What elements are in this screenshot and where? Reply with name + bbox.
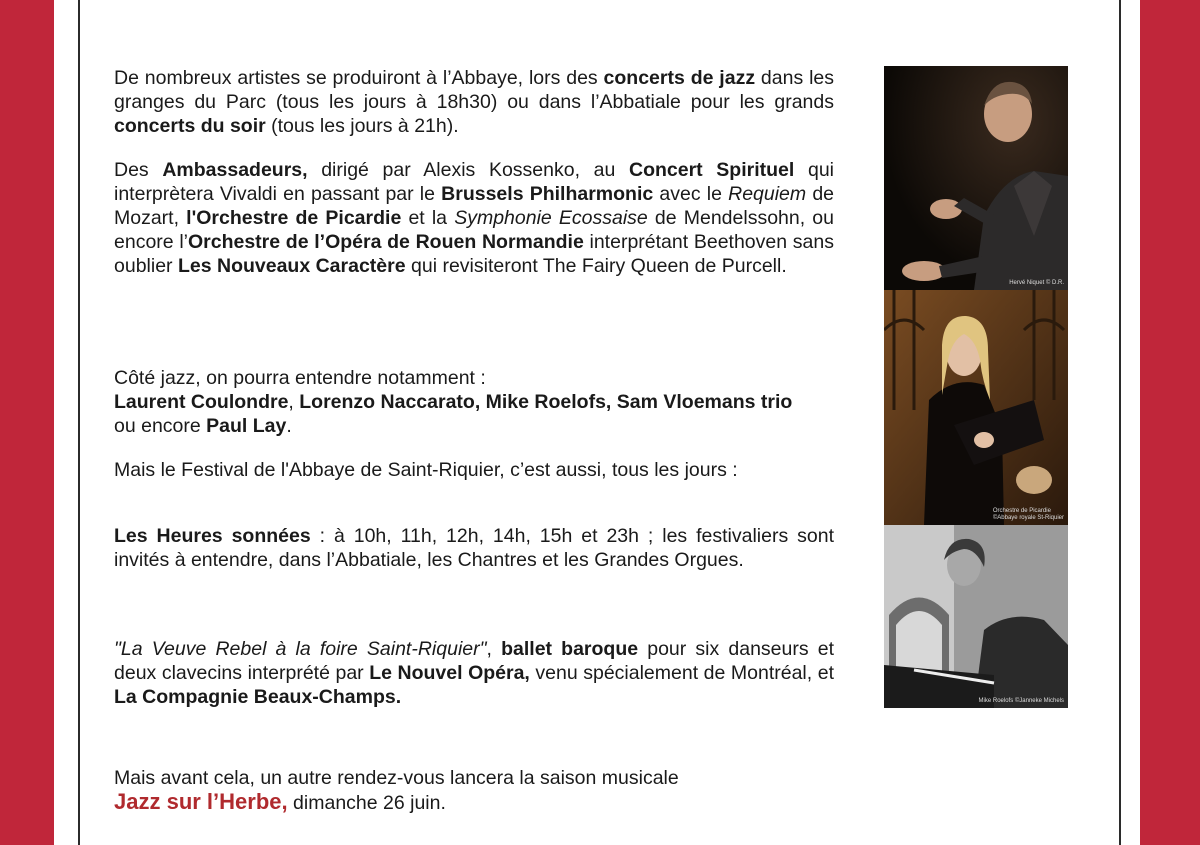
text: qui revisiteront The Fairy Queen de Purcell.: [405, 255, 787, 277]
photo-singer: [884, 290, 1068, 525]
conductor-illustration: [884, 66, 1068, 290]
caption-line-2: ©Abbaye royale St-Riquier: [992, 515, 1064, 521]
bold-opera-rouen: Orchestre de l’Opéra de Rouen Normandie: [187, 231, 584, 253]
italic-requiem: Requiem: [728, 183, 807, 205]
jazz-sur-herbe-title: Jazz sur l’Herbe,: [114, 789, 288, 814]
bold-orchestre-picardie: l'Orchestre de Picardie: [186, 207, 402, 229]
photo-conductor: [884, 66, 1068, 290]
paragraph-concerts: [114, 66, 834, 138]
italic-title: "La Veuve Rebel à la foire Saint-Riquier": [114, 638, 487, 660]
closing-event: [114, 790, 834, 815]
text: de Mendelssohn, ou encore l’: [114, 207, 834, 253]
bold-compagnie-beaux-champs: La Compagnie Beaux-Champs.: [114, 686, 402, 708]
bold-concerts-soir: concerts du soir: [114, 115, 266, 137]
paragraph-festival: [114, 458, 834, 482]
jazz-names: [114, 390, 834, 414]
text: de Mozart,: [114, 183, 835, 229]
bold-paul-lay: Paul Lay: [206, 415, 287, 437]
closing-intro: Mais avant cela, un autre rendez-vous lancera la saison musicale: [114, 767, 679, 789]
text: dirigé par Alexis Kossenko, au: [307, 159, 629, 181]
text: : à 10h, 11h, 12h, 14h, 15h et 23h ; les festivaliers sont invités à entendre, dans l’Abbatiale, les Chantres et les Grandes Orgues.: [114, 525, 834, 571]
singer-illustration: [884, 290, 1068, 525]
photo-pianist: [884, 525, 1068, 708]
text: qui interprètera Vivaldi en passant par le: [114, 159, 834, 205]
text: et la: [401, 207, 455, 229]
paragraph-ensembles: [114, 158, 834, 278]
bold-heures-sonnees: Les Heures sonnées: [114, 525, 311, 547]
left-red-band: [0, 0, 54, 845]
bold-concert-spirituel: Concert Spirituel: [628, 159, 795, 181]
text: (tous les jours à 21h).: [265, 115, 459, 137]
text: De nombreux artistes se produiront à l’Abbaye, lors des: [114, 67, 604, 89]
bold-brussels-philharmonic: Brussels Philharmonic: [441, 183, 654, 205]
jazz-paul-lay: [114, 414, 834, 438]
text: ,: [486, 638, 502, 660]
text: dans les granges du Parc (tous les jours à 18h30) ou dans l’Abbatiale pour les grands: [114, 67, 835, 113]
left-border-line: [78, 0, 80, 845]
bold-jazz-names: Lorenzo Naccarato, Mike Roelofs, Sam Vloemans trio: [299, 391, 793, 413]
bold-concerts-jazz: concerts de jazz: [603, 67, 756, 89]
text: avec le: [653, 183, 729, 205]
text: pour six danseurs et deux clavecins interprété par: [114, 638, 834, 684]
bold-ballet-baroque: ballet baroque: [501, 638, 639, 660]
paragraph-ballet: [114, 637, 834, 709]
text: venu spécialement de Montréal, et: [529, 662, 834, 684]
jazz-intro: Côté jazz, on pourra entendre notamment :: [114, 367, 486, 389]
photo-caption: Hervé Niquet © D.R.: [1009, 280, 1064, 286]
pianist-illustration: [884, 525, 1068, 708]
bold-laurent-coulondre: Laurent Coulondre: [114, 391, 289, 413]
text: interprétant Beethoven sans oublier: [114, 231, 834, 277]
photo-caption: Mike Roelofs ©Janneke Michels: [978, 698, 1064, 704]
text: .: [286, 415, 292, 437]
italic-symphonie: Symphonie Ecossaise: [454, 207, 648, 229]
paragraph-jazz-artists: [114, 366, 834, 438]
right-red-band: [1140, 0, 1200, 845]
paragraph-heures-sonnees: [114, 524, 834, 572]
festival-text: Mais le Festival de l'Abbaye de Saint-Riquier, c’est aussi, tous les jours :: [114, 459, 738, 481]
text: dimanche 26 juin.: [287, 792, 446, 814]
caption-line-1: Orchestre de Picardie: [992, 508, 1051, 514]
bold-nouvel-opera: Le Nouvel Opéra,: [369, 662, 530, 684]
right-border-line: [1119, 0, 1121, 845]
bold-nouveaux-caractere: Les Nouveaux Caractère: [177, 255, 406, 277]
text: ,: [288, 391, 300, 413]
text: ou encore: [114, 415, 207, 437]
text: Des: [114, 159, 163, 181]
bold-ambassadeurs: Ambassadeurs,: [162, 159, 308, 181]
paragraph-jazz-sur-herbe: [114, 766, 834, 815]
photo-caption: [993, 508, 1064, 522]
